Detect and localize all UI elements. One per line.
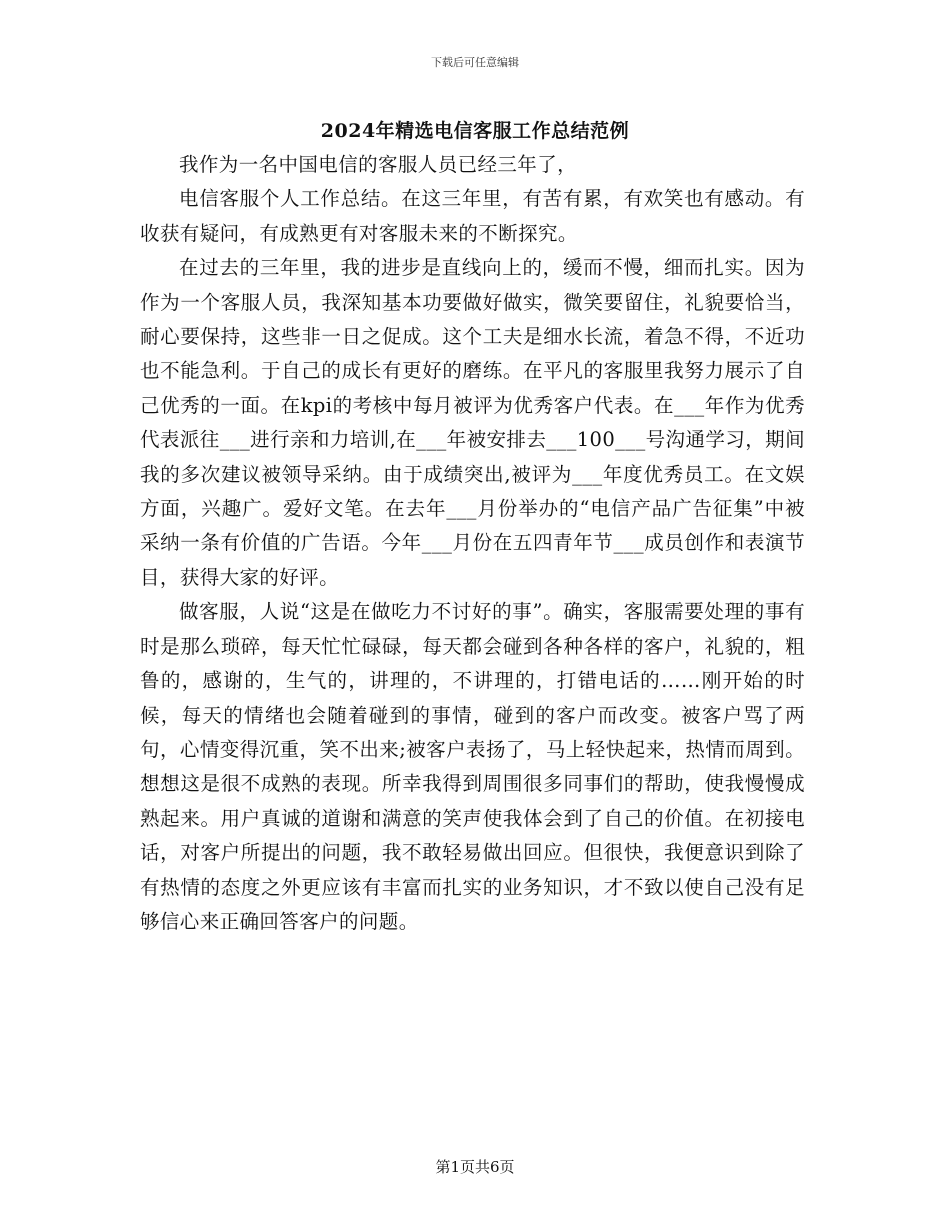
- header-note: 下载后可任意编辑: [431, 56, 519, 69]
- document-body: [140, 148, 805, 939]
- paragraph: 做客服，人说“这是在做吃力不讨好的事”。确实，客服需要处理的事有时是那么琐碎，每天忙忙碌碌，每天都会碰到各种各样的客户，礼貌的，粗鲁的，感谢的，生气的，讲理的，不讲理的，打错电话的……刚开始的时候，每天的情绪也会随着碰到的事情，碰到的客户而改变。被客户骂了两句，心情变得沉重，笑不出来;被客户表扬了，马上轻快起来，热情而周到。想想这是很不成熟的表现。所幸我得到周围很多同事们的帮助，使我慢慢成熟起来。用户真诚的道谢和满意的笑声使我体会到了自己的价值。在初接电话，对客户所提出的问题，我不敢轻易做出回应。但很快，我便意识到除了有热情的态度之外更应该有丰富而扎实的业务知识，才不致以使自己没有足够信心来正确回答客户的问题。: [140, 600, 805, 933]
- paragraph: 我作为一名中国电信的客服人员已经三年了，: [179, 153, 578, 176]
- paragraph: 电信客服个人工作总结。在这三年里，有苦有累，有欢笑也有感动。有收获有疑问，有成熟更有对客服未来的不断探究。: [140, 187, 805, 245]
- page-footer: 第1页共6页: [435, 1158, 515, 1176]
- document-title: 2024年精选电信客服工作总结范例: [320, 120, 630, 142]
- paragraph: 在过去的三年里，我的进步是直线向上的，缓而不慢，细而扎实。因为作为一个客服人员，我深知基本功要做好做实，微笑要留住，礼貌要恰当，耐心要保持，这些非一日之促成。这个工夫是细水长流，着急不得，不近功也不能急利。于自己的成长有更好的磨练。在平凡的客服里我努力展示了自己优秀的一面。在kpi的考核中每月被评为优秀客户代表。在___年作为优秀代表派往___进行亲和力培训,在___年被安排去___100___号沟通学习，期间我的多次建议被领导采纳。由于成绩突出,被评为___年度优秀员工。在文娱方面，兴趣广。爱好文笔。在去年___月份举办的“电信产品广告征集”中被采纳一条有价值的广告语。今年___月份在五四青年节___成员创作和表演节目，获得大家的好评。: [140, 256, 805, 589]
